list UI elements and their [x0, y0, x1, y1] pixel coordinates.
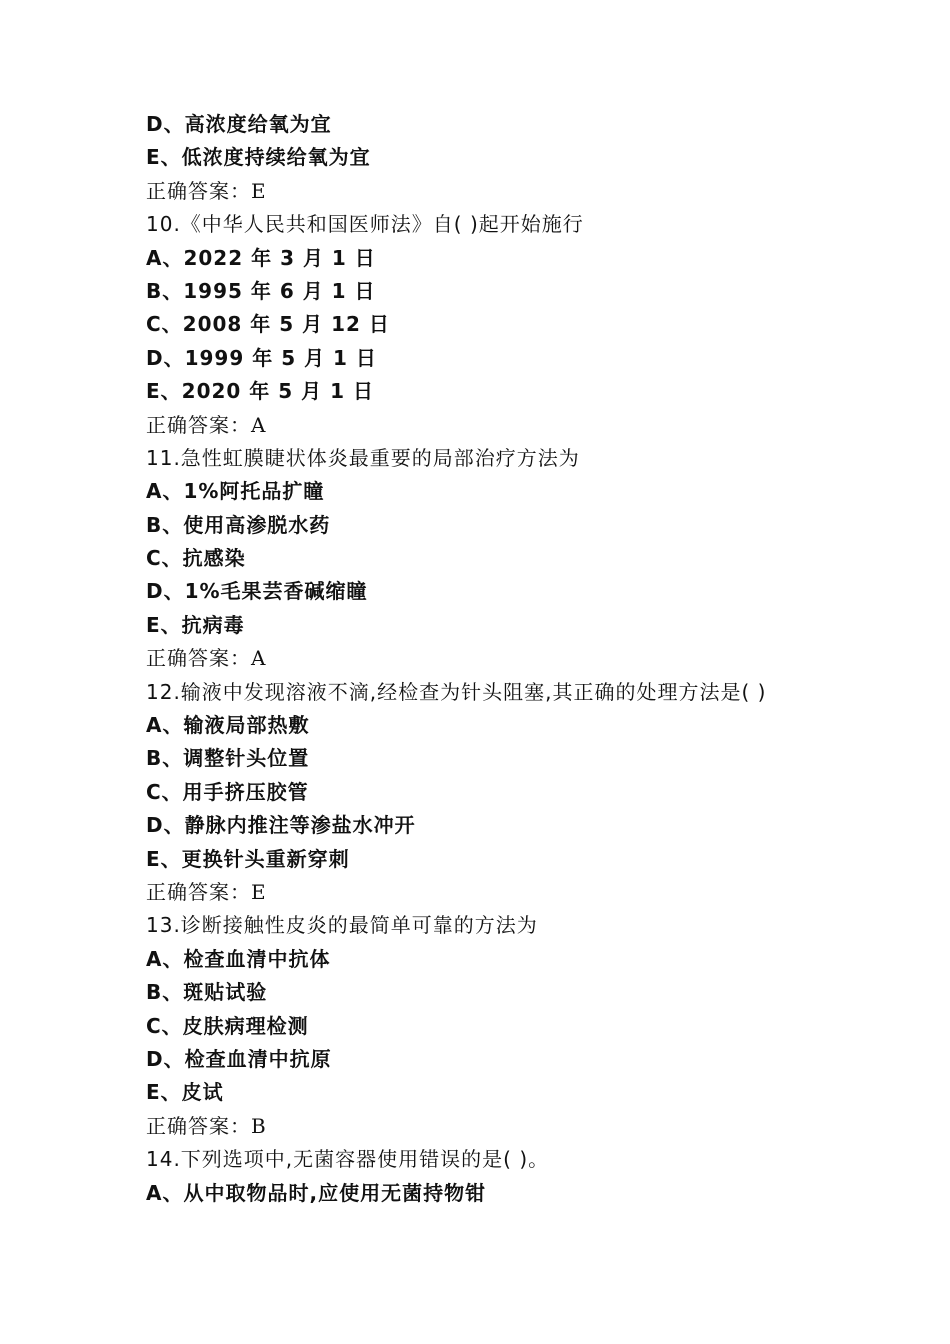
question-line: 14.下列选项中,无菌容器使用错误的是( )。 — [146, 1147, 550, 1172]
option-line: E、更换针头重新穿刺 — [146, 846, 350, 871]
answer-line: 正确答案：A — [146, 412, 267, 437]
option-line: A、从中取物品时,应使用无菌持物钳 — [146, 1180, 487, 1205]
option-line: C、用手挤压胶管 — [146, 779, 309, 804]
option-line: B、斑贴试验 — [146, 980, 268, 1005]
exam-text-body — [146, 108, 906, 1210]
option-line: E、皮试 — [146, 1080, 224, 1105]
option-line: D、静脉内推注等渗盐水冲开 — [146, 813, 416, 838]
answer-line: 正确答案：B — [146, 1113, 267, 1138]
option-line: D、高浓度给氧为宜 — [146, 112, 332, 136]
option-line: B、使用高渗脱水药 — [146, 512, 331, 537]
option-line: B、1995 年 6 月 1 日 — [146, 278, 376, 303]
option-line: D、检查血清中抗原 — [146, 1046, 332, 1071]
option-line: C、2008 年 5 月 12 日 — [146, 312, 390, 337]
question-line: 12.输液中发现溶液不滴,经检查为针头阻塞,其正确的处理方法是( ) — [146, 679, 767, 704]
question-line: 11.急性虹膜睫状体炎最重要的局部治疗方法为 — [146, 445, 580, 470]
question-line: 13.诊断接触性皮炎的最简单可靠的方法为 — [146, 913, 538, 938]
option-line: D、1%毛果芸香碱缩瞳 — [146, 579, 368, 604]
answer-line: 正确答案：E — [146, 879, 267, 904]
option-line: C、皮肤病理检测 — [146, 1013, 309, 1038]
option-line: A、输液局部热敷 — [146, 713, 310, 738]
option-line: A、2022 年 3 月 1 日 — [146, 245, 376, 270]
option-line: B、调整针头位置 — [146, 746, 310, 771]
option-line: E、低浓度持续给氧为宜 — [146, 145, 371, 170]
option-line: C、抗感染 — [146, 546, 246, 571]
question-line: 10.《中华人民共和国医师法》自( )起开始施行 — [146, 212, 584, 237]
option-line: A、1%阿托品扩瞳 — [146, 479, 325, 504]
option-line: A、检查血清中抗体 — [146, 946, 331, 971]
option-line: E、抗病毒 — [146, 612, 245, 637]
option-line: E、2020 年 5 月 1 日 — [146, 379, 374, 404]
option-line: D、1999 年 5 月 1 日 — [146, 345, 377, 370]
answer-line: 正确答案：A — [146, 646, 267, 671]
answer-line: 正确答案：E — [146, 178, 267, 203]
